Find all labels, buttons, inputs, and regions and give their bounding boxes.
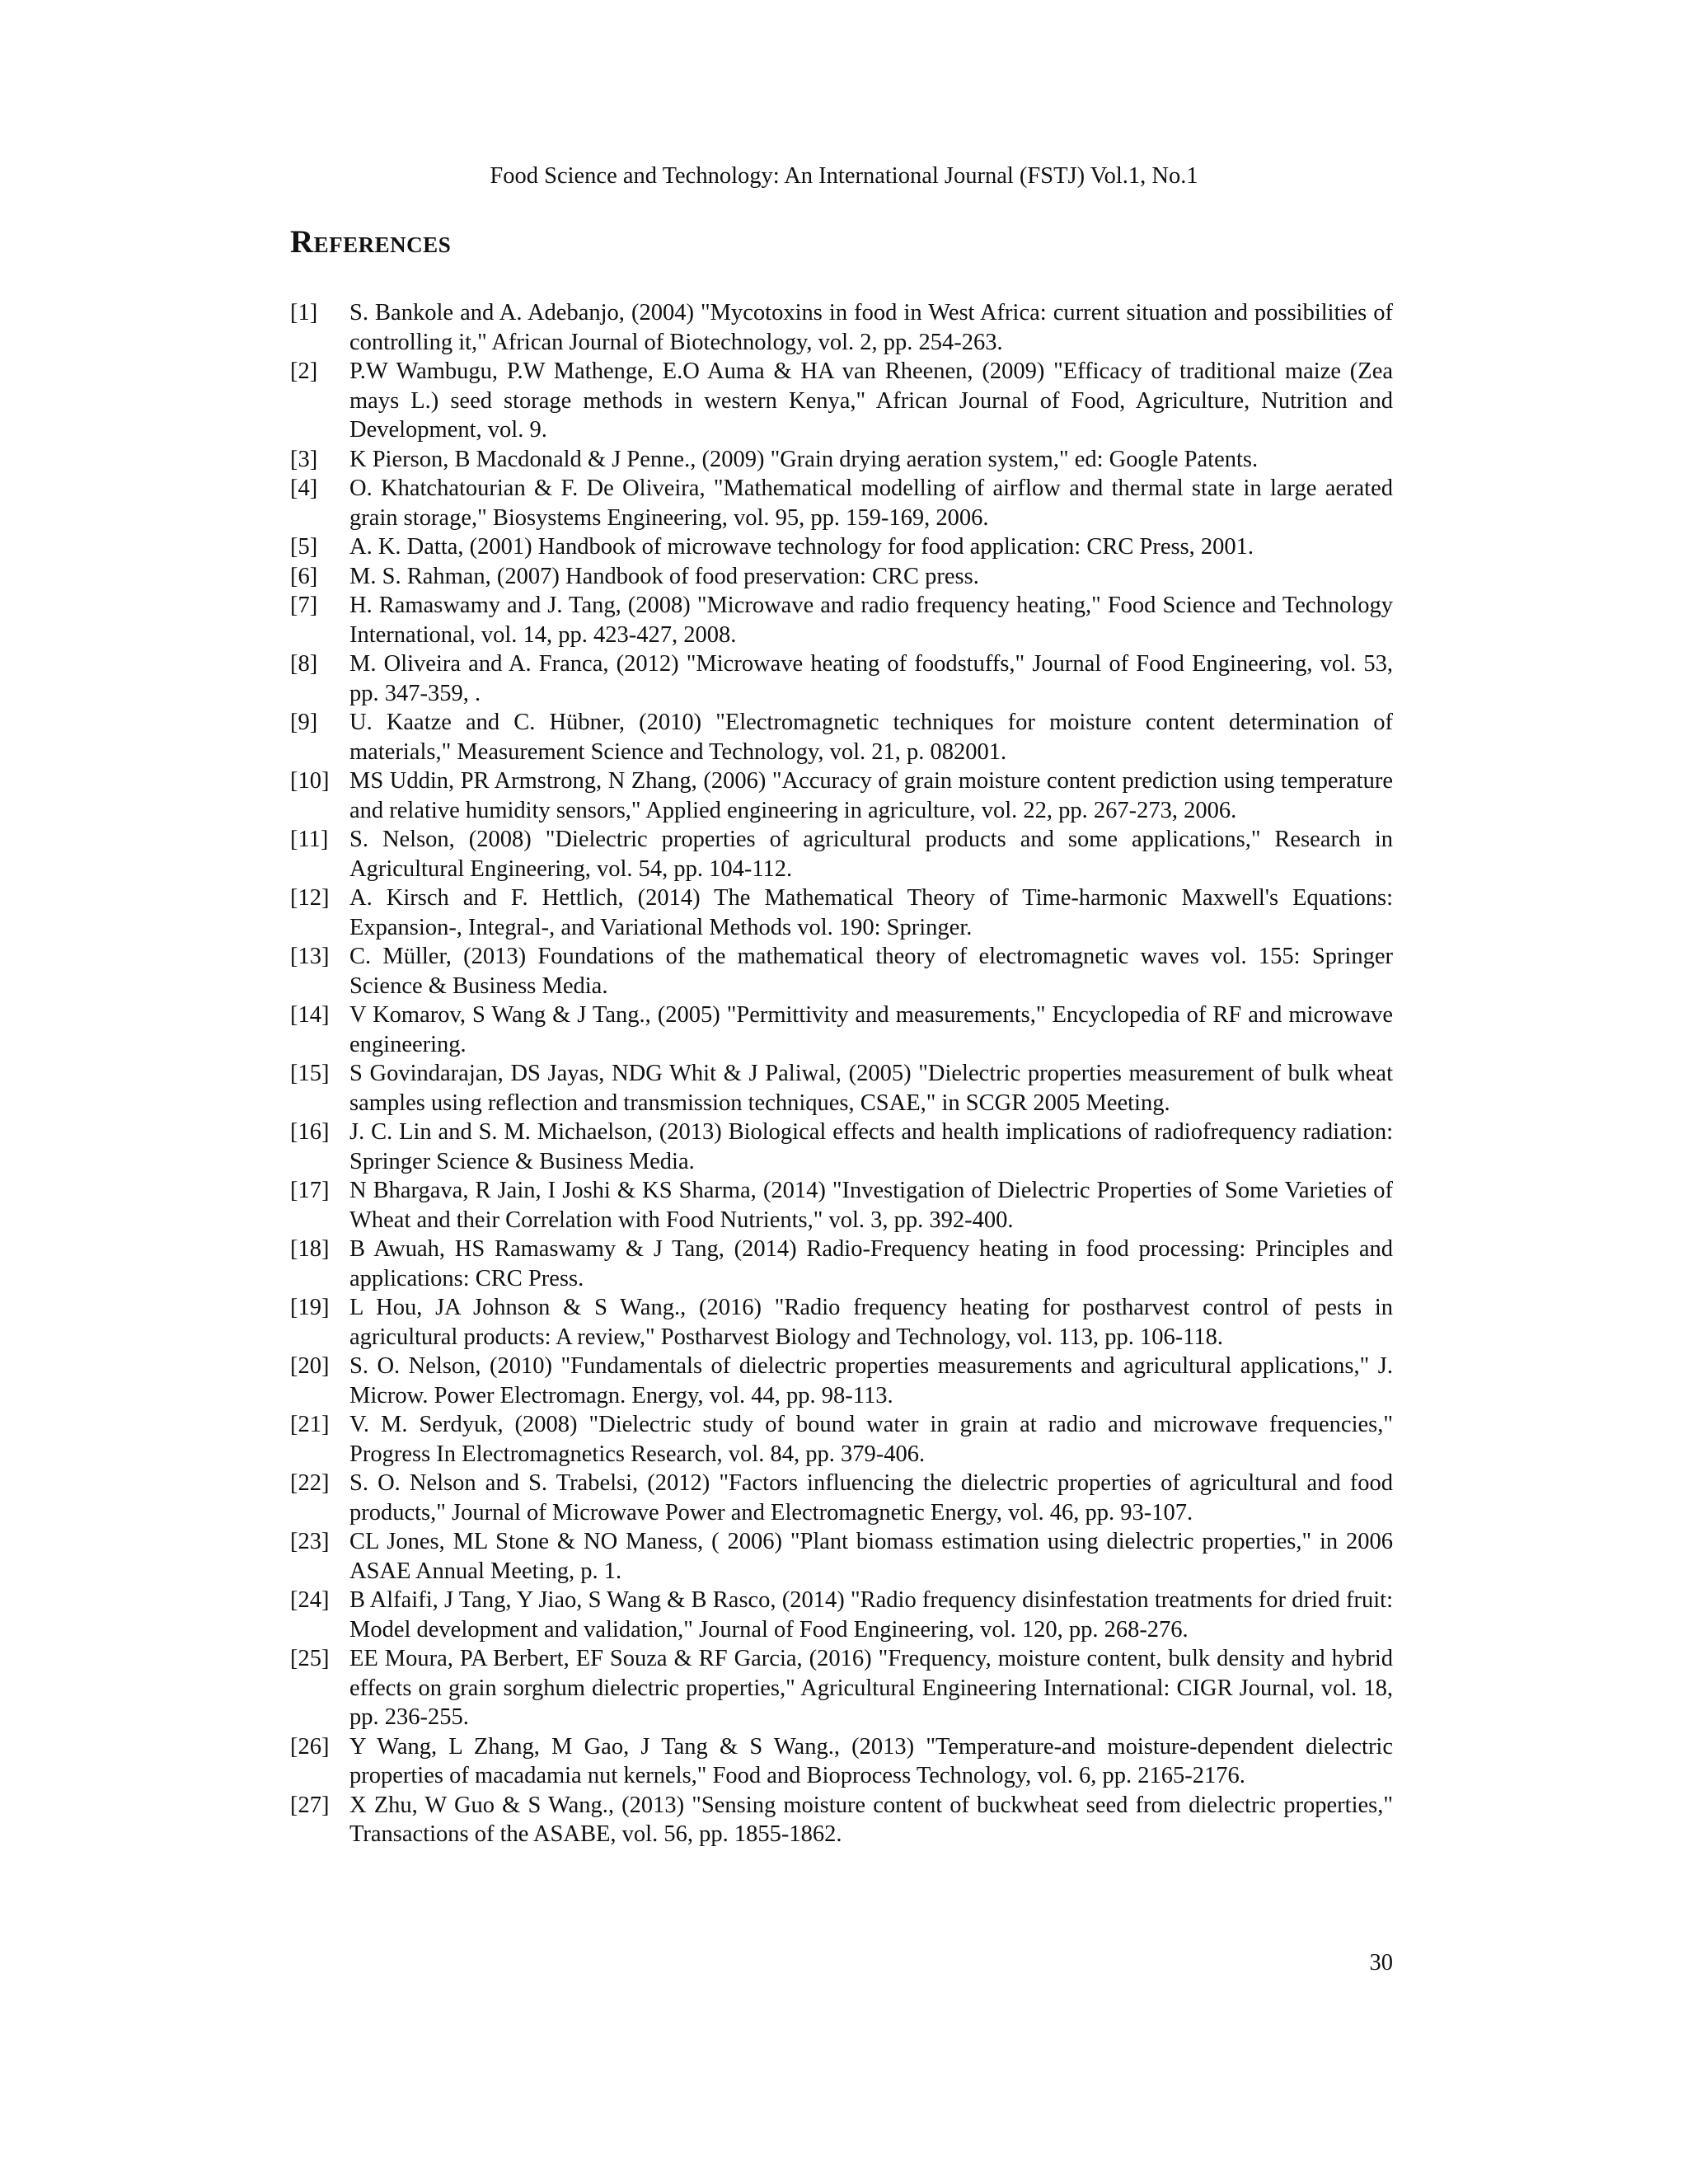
reference-text: X Zhu, W Guo & S Wang., (2013) "Sensing moisture content of buckwheat seed from dielectric properties," Transactions of the ASABE, vol. 56, pp. 1855-1862. [349, 1792, 1393, 1847]
reference-item [290, 532, 1393, 562]
reference-number: [8] [290, 651, 318, 677]
reference-number: [7] [290, 593, 318, 618]
reference-text: L Hou, JA Johnson & S Wang., (2016) "Radio frequency heating for postharvest control of pests in agricultural products: A review," Postharvest Biology and Technology, vol. 113, pp. 106-118. [349, 1295, 1393, 1350]
reference-item [290, 1118, 1393, 1176]
reference-text: S. O. Nelson, (2010) "Fundamentals of dielectric properties measurements and agricultural applications," J. Microw. Power Electromagn. Energy, vol. 44, pp. 98-113. [349, 1353, 1393, 1408]
reference-number: [5] [290, 534, 318, 560]
reference-number: [26] [290, 1733, 330, 1760]
reference-list [290, 298, 1393, 1849]
reference-item [290, 298, 1393, 357]
reference-item [290, 825, 1393, 883]
reference-number: [21] [290, 1412, 330, 1437]
reference-item [290, 1644, 1393, 1732]
reference-text: S. Nelson, (2008) "Dielectric properties of agricultural products and some applications," Research in Agricultural Engineering, vol. 54, pp. 104-112. [349, 827, 1393, 882]
reference-number: [23] [290, 1529, 330, 1554]
reference-text: B Alfaifi, J Tang, Y Jiao, S Wang & B Rasco, (2014) "Radio frequency disinfestation treatments for dried fruit: Model development and validation," Journal of Food Engineering, vol. 120, pp. 268-276. [349, 1587, 1393, 1643]
reference-text: V Komarov, S Wang & J Tang., (2005) "Permittivity and measurements," Encyclopedia of RF and microwave engineering. [349, 1002, 1393, 1057]
reference-number: [10] [290, 768, 330, 794]
reference-item [290, 445, 1393, 475]
reference-number: [1] [290, 300, 318, 326]
reference-text: A. Kirsch and F. Hettlich, (2014) The Mathematical Theory of Time-harmonic Maxwell's Equations: Expansion-, Integral-, and Variational Methods vol. 190: Springer. [349, 885, 1393, 940]
reference-item [290, 883, 1393, 942]
page-number: 30 [1369, 1950, 1393, 1975]
reference-number: [4] [290, 476, 318, 501]
reference-number: [16] [290, 1119, 330, 1145]
reference-text: P.W Wambugu, P.W Mathenge, E.O Auma & HA van Rheenen, (2009) "Efficacy of traditional maize (Zea mays L.) seed storage methods in western Kenya," African Journal of Food, Agriculture, Nutrition and Development, vol. 9. [349, 359, 1393, 443]
reference-number: [17] [290, 1178, 330, 1203]
reference-item [290, 942, 1393, 1001]
reference-item [290, 1176, 1393, 1235]
reference-number: [20] [290, 1353, 330, 1379]
reference-item [290, 1001, 1393, 1059]
reference-text: U. Kaatze and C. Hübner, (2010) "Electromagnetic techniques for moisture content determination of materials," Measurement Science and Technology, vol. 21, p. 082001. [349, 710, 1393, 765]
reference-text: C. Müller, (2013) Foundations of the mathematical theory of electromagnetic waves vol. 155: Springer Science & Business Media. [349, 944, 1393, 999]
reference-number: [6] [290, 563, 318, 589]
reference-number: [2] [290, 359, 318, 384]
reference-number: [15] [290, 1061, 330, 1086]
reference-item [290, 1235, 1393, 1293]
reference-text: S. Bankole and A. Adebanjo, (2004) "Mycotoxins in food in West Africa: current situation and possibilities of controlling it," African Journal of Biotechnology, vol. 2, pp. 254-263. [349, 300, 1393, 355]
reference-text: CL Jones, ML Stone & NO Maness, ( 2006) "Plant biomass estimation using dielectric properties," in 2006 ASAE Annual Meeting, p. 1. [349, 1529, 1393, 1584]
reference-number: [12] [290, 885, 330, 911]
reference-text: A. K. Datta, (2001) Handbook of microwave technology for food application: CRC Press, 2001. [349, 534, 1254, 560]
reference-text: K Pierson, B Macdonald & J Penne., (2009) "Grain drying aeration system," ed: Google Patents. [349, 446, 1259, 472]
section-heading: References [290, 224, 452, 260]
reference-text: S Govindarajan, DS Jayas, NDG Whit & J Paliwal, (2005) "Dielectric properties measurement of bulk wheat samples using reflection and transmission techniques, CSAE," in SCGR 2005 Meeting. [349, 1061, 1393, 1116]
reference-item [290, 649, 1393, 708]
reference-number: [19] [290, 1295, 330, 1320]
reference-text: M. Oliveira and A. Franca, (2012) "Microwave heating of foodstuffs," Journal of Food Engineering, vol. 53, pp. 347-359, . [349, 651, 1393, 706]
reference-item [290, 1059, 1393, 1118]
reference-text: B Awuah, HS Ramaswamy & J Tang, (2014) Radio-Frequency heating in food processing: Principles and applications: CRC Press. [349, 1236, 1393, 1291]
reference-text: EE Moura, PA Berbert, EF Souza & RF Garcia, (2016) "Frequency, moisture content, bulk density and hybrid effects on grain sorghum dielectric properties," Agricultural Engineering International: CIGR Journal, vol. 18, pp. 236-255. [349, 1646, 1393, 1730]
reference-text: V. M. Serdyuk, (2008) "Dielectric study of bound water in grain at radio and microwave frequencies," Progress In Electromagnetics Research, vol. 84, pp. 379-406. [349, 1412, 1393, 1467]
reference-item [290, 357, 1393, 445]
reference-text: J. C. Lin and S. M. Michaelson, (2013) Biological effects and health implications of radiofrequency radiation: Springer Science & Business Media. [349, 1119, 1393, 1174]
reference-item [290, 1527, 1393, 1586]
reference-text: O. Khatchatourian & F. De Oliveira, "Mathematical modelling of airflow and thermal state in large aerated grain storage," Biosystems Engineering, vol. 95, pp. 159-169, 2006. [349, 476, 1393, 531]
reference-item [290, 562, 1393, 592]
running-header: Food Science and Technology: An International Journal (FSTJ) Vol.1, No.1 [490, 163, 1198, 189]
reference-number: [18] [290, 1236, 330, 1262]
reference-item [290, 591, 1393, 649]
reference-number: [9] [290, 710, 318, 735]
reference-number: [25] [290, 1646, 330, 1671]
reference-item [290, 1293, 1393, 1352]
reference-item [290, 474, 1393, 532]
reference-text: MS Uddin, PR Armstrong, N Zhang, (2006) "Accuracy of grain moisture content prediction using temperature and relative humidity sensors," Applied engineering in agriculture, vol. 22, pp. 267-273, 2006. [349, 768, 1393, 823]
reference-text: Y Wang, L Zhang, M Gao, J Tang & S Wang., (2013) "Temperature-and moisture-dependent dielectric properties of macadamia nut kernels," Food and Bioprocess Technology, vol. 6, pp. 2165-2176. [349, 1733, 1393, 1788]
reference-item [290, 1732, 1393, 1791]
reference-text: S. O. Nelson and S. Trabelsi, (2012) "Factors influencing the dielectric properties of agricultural and food products," Journal of Microwave Power and Electromagnetic Energy, vol. 46, pp. 93-107. [349, 1470, 1393, 1526]
reference-item [290, 766, 1393, 825]
reference-item [290, 1352, 1393, 1410]
reference-item [290, 1410, 1393, 1469]
reference-text: H. Ramaswamy and J. Tang, (2008) "Microwave and radio frequency heating," Food Science and Technology International, vol. 14, pp. 423-427, 2008. [349, 593, 1393, 648]
reference-item [290, 1586, 1393, 1644]
reference-item [290, 1791, 1393, 1849]
reference-number: [27] [290, 1792, 330, 1818]
reference-number: [14] [290, 1002, 330, 1028]
reference-number: [22] [290, 1470, 330, 1496]
reference-text: M. S. Rahman, (2007) Handbook of food preservation: CRC press. [349, 563, 979, 589]
reference-item [290, 1469, 1393, 1527]
reference-number: [11] [290, 827, 329, 852]
reference-item [290, 708, 1393, 766]
reference-number: [13] [290, 944, 330, 969]
reference-text: N Bhargava, R Jain, I Joshi & KS Sharma, (2014) "Investigation of Dielectric Properties of Some Varieties of Wheat and their Correlation with Food Nutrients," vol. 3, pp. 392-400. [349, 1178, 1393, 1233]
reference-number: [24] [290, 1587, 330, 1613]
reference-number: [3] [290, 446, 318, 472]
